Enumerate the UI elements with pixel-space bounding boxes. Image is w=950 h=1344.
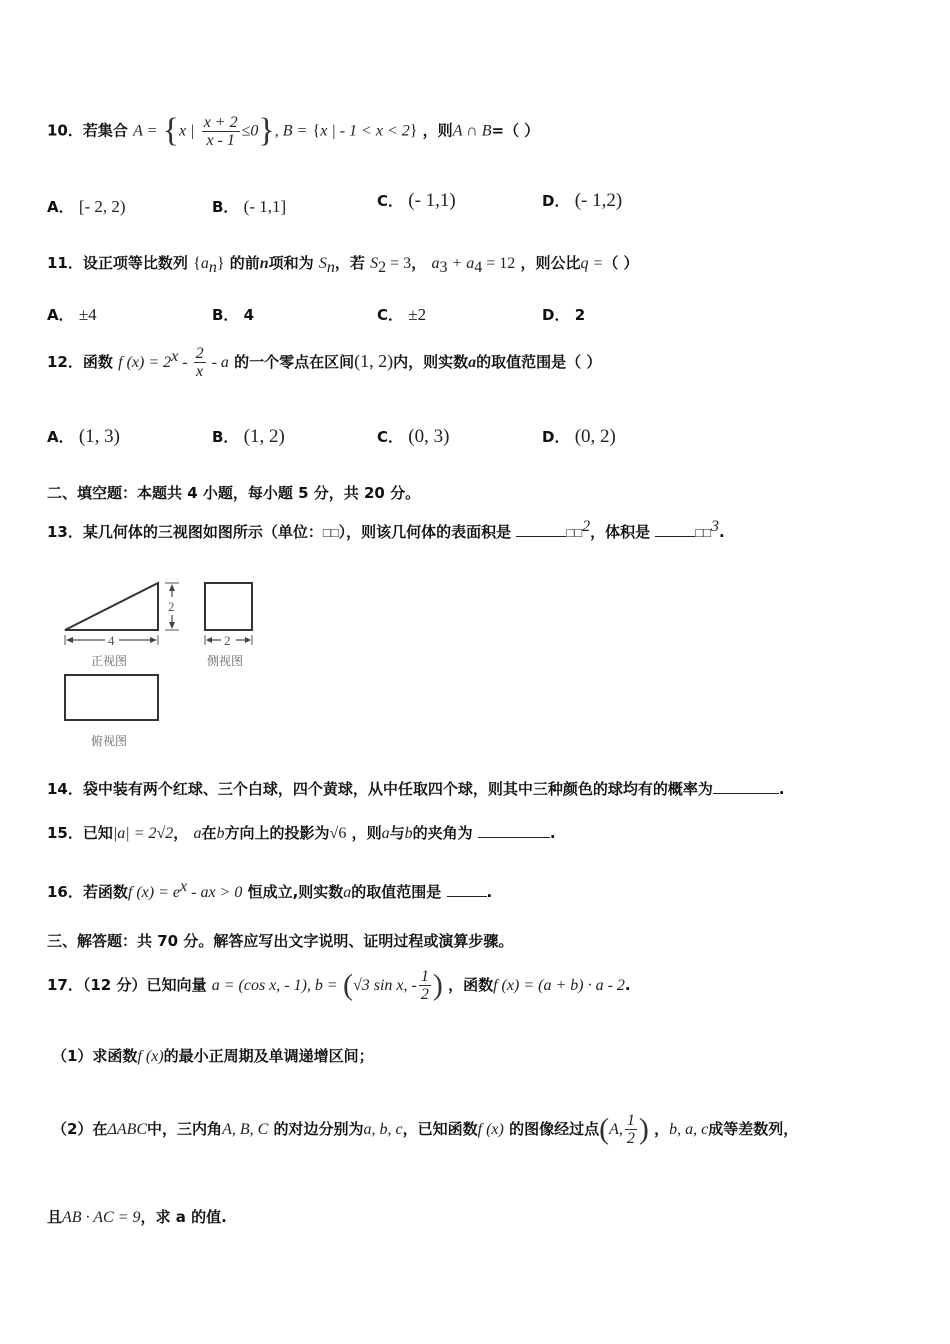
side-view-square [205,583,252,630]
q13-answer-area[interactable] [516,522,566,537]
q17-part1: （1）求函数f (x)的最小正周期及单调递增区间； [52,1047,374,1065]
q10-option-b[interactable]: B． (- 1,1] [212,197,287,216]
top-view-label: 俯视图 [91,734,128,748]
section-heading-fill-in: 二、填空题：本题共 4 小题，每小题 5 分，共 20 分。 [47,484,421,502]
q17-part2: （2）在ΔABC中，三内角A, B, C 的对边分别为a, b, c，已知函数f (x) 的图像经过点(A, $\frac{1}{2}$ ) ，b, a, c成等差数列， [52,1112,799,1147]
q14-stem: 14．袋中装有两个红球、三个白球，四个黄球，从中任取四个球，则其中三种颜色的球均有的概率为 . [47,780,785,798]
q13-answer-volume[interactable] [655,522,695,537]
q12-stem: 12．函数 f $(x) = 2^x$ - $\frac{2}{x}$ - a 的一个零点在区间(1, 2)内，则实数a的取值范围是（ ） [47,345,602,380]
q10-option-d[interactable]: D． (- 1,2) [542,190,623,211]
q10-stem: 10．若集合 A = {x | $\frac{x + 2}{x - 1}$ ≤0}, B = {x | - 1 < x < 2} ，则A ∩ B=（ ） [47,112,540,149]
q13-stem: 13．某几何体的三视图如图所示（单位：□□），则该几何体的表面积是 □□$^2$，体积是 □□$^3$. [47,518,725,541]
q10-fraction: $\frac{x + 2}{x - 1}$ [203,113,238,149]
front-view-label: 正视图 [91,654,128,668]
dim-height: 2 [168,599,175,614]
q10-option-a[interactable]: A． [- 2, 2) [47,197,126,216]
q11-option-a[interactable]: A． ±4 [47,305,97,324]
q11-option-c[interactable]: C． ±2 [377,305,427,324]
side-view-label: 侧视图 [207,654,244,668]
dim-side: 2 [224,633,231,648]
q11-option-d[interactable]: D． 2 [542,306,586,324]
front-view-triangle [65,583,158,630]
q17-part3: 且AB · AC = 9，求 a 的值. [47,1208,227,1226]
top-view-rectangle [65,675,158,720]
q11-option-b[interactable]: B． 4 [212,306,255,324]
q12-option-a[interactable]: A． (1, 3) [47,426,120,447]
q14-answer[interactable] [713,779,779,794]
q15-answer[interactable] [478,823,550,838]
q16-stem: 16．若函数f $(x) = e^x$ - ax > 0 恒成立,则实数a的取值范围是 . [47,878,493,901]
q16-answer[interactable] [447,882,487,897]
q12-option-b[interactable]: B． (1, 2) [212,426,285,447]
dim-width: 4 [108,633,115,648]
q12-option-c[interactable]: C． (0, 3) [377,426,450,447]
q12-option-d[interactable]: D． (0, 2) [542,426,616,447]
q11-stem: 11．设正项等比数列 $\{a_n\}$ 的前n项和为 $S_n$，若 $S_2 = 3$， $a_3 + a_4 = 12$ ，则公比q =（ ） [47,254,639,276]
three-view-figure [55,575,270,755]
q15-stem: 15．已知|a| = 2√2， a在b方向上的投影为√6 ，则a与b的夹角为 . [47,824,556,842]
q10-option-c[interactable]: C． (- 1,1) [377,190,456,211]
section-heading-solutions: 三、解答题：共 70 分。解答应写出文字说明、证明过程或演算步骤。 [47,932,514,950]
q17-stem: 17．（12 分）已知向量 a = (cos x, - 1), b = (√3 sin x, - $\frac{1}{2}$ ) ，函数f (x) = (a + b) · a - 2. [47,968,631,1003]
